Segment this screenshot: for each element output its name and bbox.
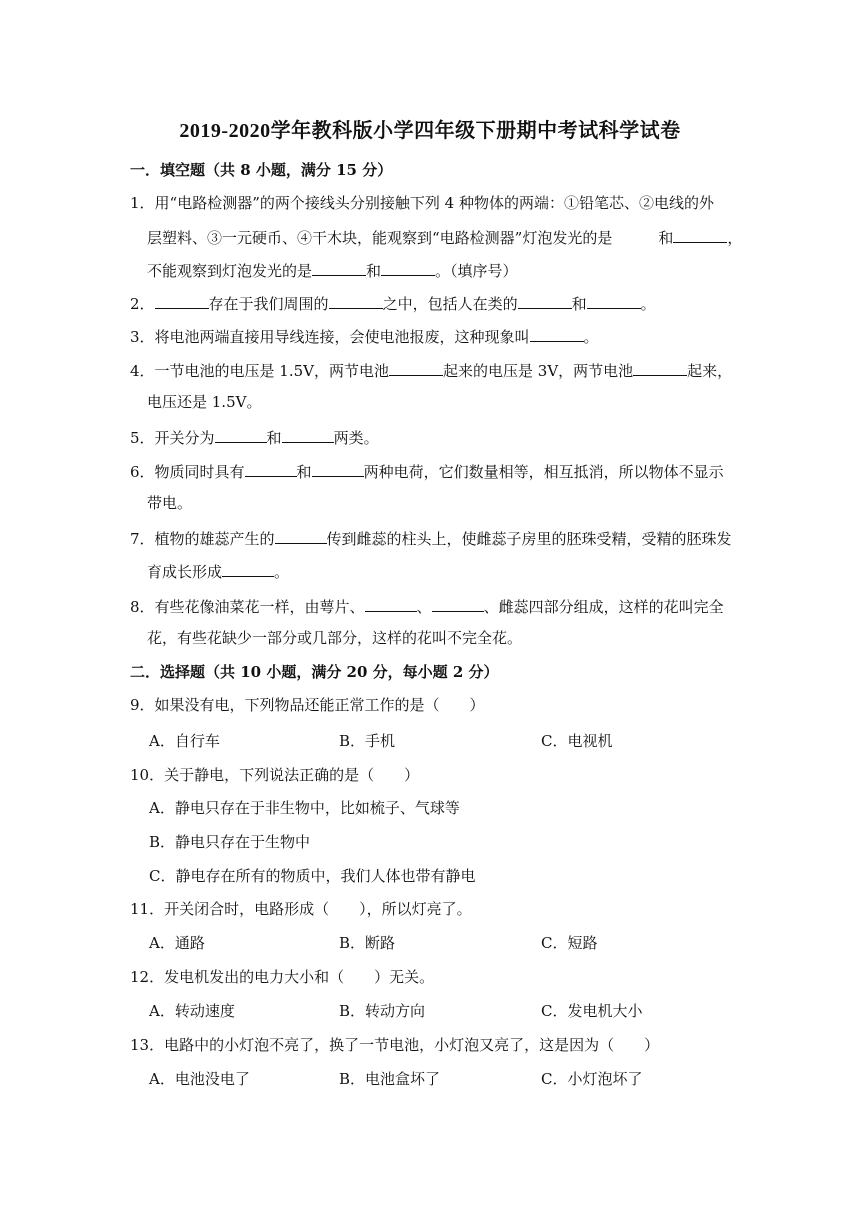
question-2-text: 2． xyxy=(130,295,155,313)
answer-blank[interactable] xyxy=(518,292,572,309)
question-9-option-c[interactable]: C．电视机 xyxy=(541,732,613,750)
question-2-text: 之中，包括人在类的 xyxy=(382,295,518,313)
question-9-option-a[interactable]: A．自行车 xyxy=(149,732,220,750)
section-heading-multiple-choice: 二．选择题（共 10 小题，满分 20 分，每小题 2 分） xyxy=(130,663,499,681)
answer-blank[interactable] xyxy=(312,460,364,477)
question-1-line-1: 1．用“电路检测器”的两个接线头分别接触下列 4 种物体的两端：①铅笔芯、②电线的外 xyxy=(130,194,714,212)
question-3 xyxy=(130,325,599,347)
answer-blank[interactable] xyxy=(275,527,327,544)
question-7-text: 。 xyxy=(274,563,290,581)
question-7-line-2 xyxy=(147,560,289,582)
question-1-text: 和 xyxy=(366,262,382,280)
question-7-line-1 xyxy=(130,527,732,549)
question-13-option-b[interactable]: B．电池盒坏了 xyxy=(339,1070,441,1088)
question-3-text: 3．将电池两端直接用导线连接，会使电池报废，这种现象叫 xyxy=(130,328,530,346)
question-4-line-2: 电压还是 1.5V。 xyxy=(147,393,262,411)
answer-blank[interactable] xyxy=(215,426,267,443)
question-1-text: 不能观察到灯泡发光的是 xyxy=(147,262,313,280)
question-4-text: 4．一节电池的电压是 1.5V，两节电池 xyxy=(130,362,390,380)
question-7-text: 传到雌蕊的柱头上，使雌蕊子房里的胚珠受精，受精的胚珠发 xyxy=(326,530,732,548)
question-7-text: 育成长形成 xyxy=(147,563,223,581)
question-8-text: 、 xyxy=(416,598,432,616)
answer-blank[interactable] xyxy=(432,595,484,612)
answer-blank[interactable] xyxy=(245,460,297,477)
question-13-option-a[interactable]: A．电池没电了 xyxy=(149,1070,250,1088)
question-1-line-3 xyxy=(147,259,518,281)
question-10-option-a[interactable]: A．静电只存在于非生物中，比如梳子、气球等 xyxy=(149,799,460,817)
answer-blank[interactable] xyxy=(312,259,366,276)
question-1-line-2 xyxy=(147,226,742,248)
question-12-option-a[interactable]: A．转动速度 xyxy=(149,1002,235,1020)
question-1-text: 层塑料、③一元硬币、④干木块，能观察到“电路检测器”灯泡发光的是 xyxy=(147,229,613,247)
question-4-text: 起来的电压是 3V，两节电池 xyxy=(443,362,634,380)
section-heading-fill-blank: 一．填空题（共 8 小题，满分 15 分） xyxy=(130,161,393,179)
question-12-option-c[interactable]: C．发电机大小 xyxy=(541,1002,643,1020)
question-3-text: 。 xyxy=(583,328,599,346)
question-5-text: 两类。 xyxy=(333,429,379,447)
question-10-option-b[interactable]: B．静电只存在于生物中 xyxy=(149,833,311,851)
question-8-line-1 xyxy=(130,595,724,617)
question-7-text: 7．植物的雄蕊产生的 xyxy=(130,530,275,548)
question-1-text: ， xyxy=(727,229,743,247)
answer-blank[interactable] xyxy=(673,226,727,243)
answer-blank[interactable] xyxy=(530,325,584,342)
answer-blank[interactable] xyxy=(381,259,435,276)
answer-blank[interactable] xyxy=(155,292,209,309)
question-5 xyxy=(130,426,379,448)
question-10-stem: 10．关于静电，下列说法正确的是（ ） xyxy=(130,766,420,784)
answer-blank[interactable] xyxy=(587,292,641,309)
question-9-option-b[interactable]: B．手机 xyxy=(339,732,396,750)
question-2-text: 。 xyxy=(640,295,656,313)
answer-blank[interactable] xyxy=(365,595,417,612)
question-13-stem: 13．电路中的小灯泡不亮了，换了一节电池，小灯泡又亮了，这是因为（ ） xyxy=(130,1036,660,1054)
answer-blank[interactable] xyxy=(329,292,383,309)
question-11-option-c[interactable]: C．短路 xyxy=(541,934,598,952)
question-8-text: 、雌蕊四部分组成，这样的花叫完全 xyxy=(483,598,724,616)
question-13-option-c[interactable]: C．小灯泡坏了 xyxy=(541,1070,643,1088)
answer-blank[interactable] xyxy=(633,359,687,376)
answer-blank[interactable] xyxy=(222,560,274,577)
question-1-text: 和 xyxy=(658,229,674,247)
question-8-line-2: 花，有些花缺少一部分或几部分，这样的花叫不完全花。 xyxy=(147,629,523,647)
question-6-line-1 xyxy=(130,460,724,482)
question-1-text: 。（填序号） xyxy=(435,262,518,280)
question-5-text: 5．开关分为 xyxy=(130,429,215,447)
question-12-option-b[interactable]: B．转动方向 xyxy=(339,1002,426,1020)
question-6-text: 两种电荷，它们数量相等，相互抵消，所以物体不显示 xyxy=(363,463,724,481)
question-11-option-a[interactable]: A．通路 xyxy=(149,934,205,952)
question-2-text: 存在于我们周围的 xyxy=(208,295,329,313)
question-11-option-b[interactable]: B．断路 xyxy=(339,934,396,952)
question-9-stem: 9．如果没有电，下列物品还能正常工作的是（ ） xyxy=(130,696,485,714)
question-10-option-c[interactable]: C．静电存在所有的物质中，我们人体也带有静电 xyxy=(149,867,476,885)
question-11-stem: 11．开关闭合时，电路形成（ ），所以灯亮了。 xyxy=(130,900,472,918)
question-12-stem: 12．发电机发出的电力大小和（ ）无关。 xyxy=(130,968,435,986)
question-5-text: 和 xyxy=(266,429,282,447)
answer-blank[interactable] xyxy=(282,426,334,443)
page-title: 2019-2020学年教科版小学四年级下册期中考试科学试卷 xyxy=(179,120,681,142)
question-4-text: 起来， xyxy=(687,362,733,380)
question-2-text: 和 xyxy=(571,295,587,313)
question-8-text: 8．有些花像油菜花一样，由萼片、 xyxy=(130,598,365,616)
question-6-text: 6．物质同时具有 xyxy=(130,463,245,481)
question-6-line-2: 带电。 xyxy=(147,494,193,512)
answer-blank[interactable] xyxy=(389,359,443,376)
question-6-text: 和 xyxy=(296,463,312,481)
question-2 xyxy=(130,292,656,314)
question-4-line-1 xyxy=(130,359,732,381)
